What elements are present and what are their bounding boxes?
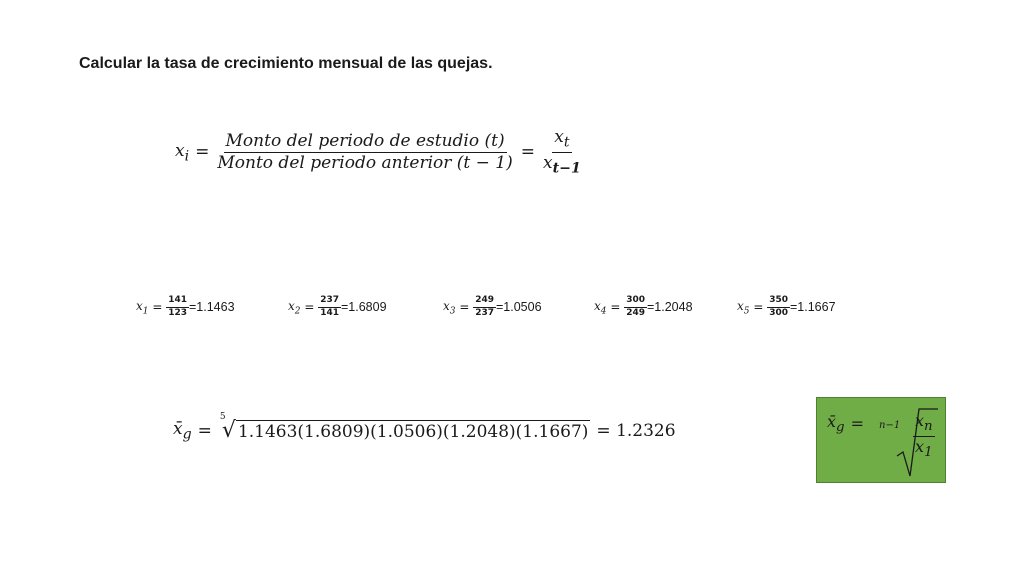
box-fraction: $\frac{x_n}{x_1}$ — [915, 411, 933, 461]
ratio-x1: $x_1$ = $\frac{141}{123}$ =1.1463 — [136, 295, 235, 318]
ratio-x4: $x_4$ = $\frac{300}{249}$ =1.2048 — [594, 295, 693, 318]
root-index: 5 — [219, 412, 226, 422]
ratio-result: =1.1667 — [790, 300, 836, 315]
equals-sign-2: = — [520, 142, 535, 163]
ratio-result: =1.0506 — [496, 300, 542, 315]
radicand: 1.1463(1.6809)(1.0506)(1.2048)(1.1667) — [237, 421, 589, 442]
ratio-x5: $x_5$ = $\frac{350}{300}$ =1.1667 — [737, 295, 836, 318]
rhs-denominator: $x_{t-1}$ — [543, 152, 581, 177]
definition-formula — [175, 128, 583, 177]
ratio-x2: $x_2$ = $\frac{237}{141}$ =1.6809 — [288, 295, 387, 318]
fifth-root — [218, 412, 591, 443]
radical-sign-icon: √ — [221, 418, 236, 443]
ratio-result: =1.1463 — [189, 300, 235, 315]
geometric-mean-formula — [173, 412, 676, 443]
ratio-fraction: $\frac{350}{300}$ — [769, 295, 788, 318]
geo-result: = 1.2326 — [596, 420, 676, 441]
box-lhs: $x̄_g$ = — [827, 412, 864, 436]
fraction-numerator: Monto del periodo de estudio (t) — [225, 131, 505, 152]
ratio-x3: $x_3$ = $\frac{249}{237}$ =1.0506 — [443, 295, 542, 318]
ratio-fraction: $\frac{237}{141}$ — [320, 295, 339, 318]
rhs-numerator: $x_t$ — [552, 128, 571, 153]
geometric-mean-general-formula-box — [816, 397, 946, 483]
ratio-result: =1.2048 — [647, 300, 693, 315]
ratio-fraction: $\frac{249}{237}$ — [475, 295, 494, 318]
equals-sign: = — [197, 420, 212, 441]
ratio-fraction: $\frac{300}{249}$ — [626, 295, 645, 318]
formula-lhs: $x_i$ — [175, 140, 190, 165]
ratio-fraction: $\frac{141}{123}$ — [168, 295, 187, 318]
fraction-denominator: Monto del periodo anterior (t − 1) — [217, 152, 513, 173]
rhs-fraction — [541, 128, 583, 177]
ratio-result: =1.6809 — [341, 300, 387, 315]
definition-fraction — [215, 132, 514, 172]
geo-lhs: $x̄_g$ — [173, 418, 192, 443]
root-index: n−1 — [879, 420, 901, 431]
equals-sign: = — [195, 142, 210, 163]
page-title: Calcular la tasa de crecimiento mensual de las quejas. — [79, 55, 493, 72]
